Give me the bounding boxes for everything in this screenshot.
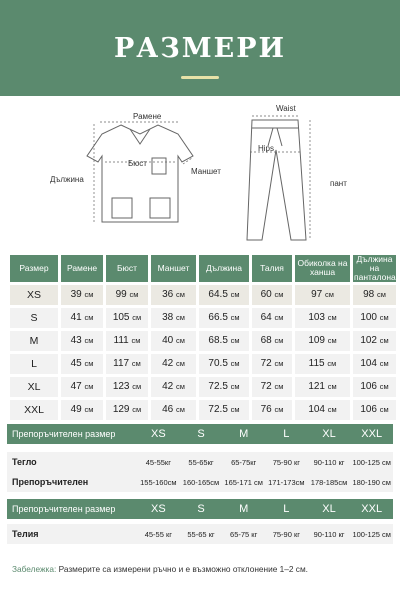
measure-cell bbox=[61, 354, 103, 374]
measure-value: 68 bbox=[260, 335, 272, 347]
measure-value: 40 bbox=[162, 335, 174, 347]
measure-cell bbox=[353, 354, 396, 374]
measure-cell bbox=[106, 285, 148, 305]
measure-value: 76 bbox=[260, 404, 272, 416]
measure-unit: см bbox=[230, 290, 240, 300]
label-length: Дължина bbox=[50, 175, 84, 184]
weight-xl: 90-110 кг bbox=[313, 457, 345, 467]
measure-cell bbox=[199, 377, 249, 397]
label-waist: Waist bbox=[276, 104, 296, 113]
measure-cell bbox=[295, 331, 350, 351]
table-row bbox=[10, 331, 396, 351]
measure-value: 68.5 bbox=[208, 335, 228, 347]
measure-cell bbox=[353, 400, 396, 420]
measure-cell bbox=[353, 331, 396, 351]
waist-xxl: 100-125 см bbox=[352, 529, 391, 539]
measure-cell bbox=[295, 400, 350, 420]
measure-cell bbox=[61, 331, 103, 351]
weight-xs: 45-55кг bbox=[145, 457, 171, 467]
pref2-size-xs: XS bbox=[150, 503, 166, 515]
measure-unit: см bbox=[230, 336, 240, 346]
measure-cell bbox=[151, 377, 196, 397]
measure-value: 45 bbox=[70, 358, 82, 370]
waist-label: Телия bbox=[12, 529, 39, 539]
measure-unit: см bbox=[327, 336, 337, 346]
measure-unit: см bbox=[274, 405, 284, 415]
size-table-header-cell: Обиколка на ханша bbox=[295, 255, 350, 282]
waist-l: 75-90 кг bbox=[272, 529, 300, 539]
measure-unit: см bbox=[132, 313, 142, 323]
footnote-label: Забележка: bbox=[12, 564, 57, 574]
measure-unit: см bbox=[230, 405, 240, 415]
measure-cell bbox=[353, 308, 396, 328]
weight-s: 55-65кг bbox=[188, 457, 214, 467]
footnote-text: Размерите са измерени ръчно и е възможно отклонение 1–2 см. bbox=[56, 564, 308, 574]
measure-unit: см bbox=[325, 290, 334, 300]
height-label: Препоръчителен bbox=[12, 477, 89, 487]
waist-s: 55-65 кг bbox=[187, 529, 215, 539]
measure-value: 38 bbox=[162, 312, 174, 324]
measure-unit: см bbox=[176, 290, 185, 300]
measure-unit: см bbox=[379, 313, 389, 323]
top-chest-pocket bbox=[152, 158, 166, 174]
measure-value: 104 bbox=[360, 358, 377, 370]
measure-unit: см bbox=[274, 382, 284, 392]
title-underline bbox=[181, 76, 219, 79]
measure-cell bbox=[252, 308, 292, 328]
pref2-size-m: M bbox=[239, 503, 249, 515]
measure-unit: см bbox=[379, 336, 389, 346]
measure-cell bbox=[252, 377, 292, 397]
height-m: 165-171 см bbox=[224, 477, 263, 487]
measure-cell bbox=[106, 400, 148, 420]
measure-unit: см bbox=[176, 313, 185, 323]
size-cell: L bbox=[10, 354, 58, 374]
measure-cell bbox=[61, 377, 103, 397]
measure-unit: см bbox=[131, 359, 141, 369]
measure-unit: см bbox=[230, 359, 240, 369]
size-table-header-cell: Размер bbox=[10, 255, 58, 282]
measure-value: 60 bbox=[260, 289, 272, 301]
measure-unit: см bbox=[230, 313, 240, 323]
measure-value: 64 bbox=[260, 312, 272, 324]
measure-unit: см bbox=[176, 359, 185, 369]
measure-cell bbox=[106, 377, 148, 397]
label-bust: Бюст bbox=[128, 159, 147, 168]
measure-value: 70.5 bbox=[208, 358, 228, 370]
measure-cell bbox=[151, 285, 196, 305]
measure-unit: см bbox=[129, 290, 139, 300]
measure-unit: см bbox=[274, 336, 284, 346]
measure-value: 105 bbox=[112, 312, 130, 324]
measure-cell bbox=[199, 331, 249, 351]
measure-value: 102 bbox=[360, 335, 377, 347]
measure-cell bbox=[61, 285, 103, 305]
measure-unit: см bbox=[176, 405, 185, 415]
weight-xxl: 100-125 см bbox=[352, 457, 391, 467]
measure-value: 106 bbox=[360, 381, 377, 393]
measure-unit: см bbox=[230, 382, 240, 392]
measure-unit: см bbox=[327, 382, 337, 392]
measure-unit: см bbox=[84, 336, 94, 346]
top-left-pocket bbox=[112, 198, 132, 218]
waist-xl: 90-110 кг bbox=[313, 529, 345, 539]
weight-row bbox=[7, 452, 393, 472]
weight-l: 75-90 кг bbox=[272, 457, 300, 467]
size-table-header-cell: Бюст bbox=[106, 255, 148, 282]
size-chart-table bbox=[7, 252, 399, 423]
pref-size-m: M bbox=[239, 428, 249, 440]
pref2-size-xl: XL bbox=[322, 503, 336, 515]
measure-cell bbox=[199, 354, 249, 374]
measure-value: 66.5 bbox=[208, 312, 228, 324]
garment-diagram bbox=[0, 100, 400, 246]
pref-size-xs: XS bbox=[150, 428, 166, 440]
table-row bbox=[10, 308, 396, 328]
size-table-header-cell: Дължина на панталона bbox=[354, 254, 396, 282]
pref2-size-l: L bbox=[283, 503, 290, 515]
measure-value: 72.5 bbox=[208, 381, 228, 393]
measure-unit: см bbox=[176, 382, 185, 392]
measure-cell bbox=[151, 308, 196, 328]
pants-outline bbox=[247, 120, 306, 240]
measure-cell bbox=[151, 400, 196, 420]
waist-m: 65-75 кг bbox=[230, 529, 258, 539]
height-l: 171-173см bbox=[268, 477, 305, 487]
top-right-pocket bbox=[150, 198, 170, 218]
measure-value: 43 bbox=[70, 335, 82, 347]
measure-cell bbox=[252, 400, 292, 420]
measure-value: 109 bbox=[308, 335, 325, 347]
measure-value: 39 bbox=[70, 289, 82, 301]
measure-cell bbox=[61, 308, 103, 328]
measure-cell bbox=[199, 308, 249, 328]
measure-unit: см bbox=[377, 290, 386, 300]
size-cell: XS bbox=[10, 285, 58, 305]
measure-cell bbox=[199, 400, 249, 420]
measure-cell bbox=[151, 331, 196, 351]
measure-cell bbox=[151, 354, 196, 374]
size-cell: XXL bbox=[10, 400, 58, 420]
weight-label: Тегло bbox=[12, 457, 37, 467]
measure-unit: см bbox=[379, 405, 389, 415]
table-row bbox=[10, 400, 396, 420]
header-banner bbox=[0, 0, 400, 96]
measure-cell bbox=[295, 308, 350, 328]
height-row bbox=[7, 472, 393, 492]
pref-size-title: Препоръчителен размер bbox=[12, 429, 116, 439]
measure-value: 104 bbox=[308, 404, 325, 416]
label-pants-length: пант bbox=[330, 179, 347, 188]
measure-value: 98 bbox=[363, 289, 375, 301]
top-outline bbox=[87, 125, 193, 222]
label-cuff: Маншет bbox=[191, 167, 221, 176]
measure-value: 36 bbox=[162, 289, 174, 301]
measure-unit: см bbox=[274, 313, 284, 323]
measure-unit: см bbox=[379, 382, 389, 392]
measure-unit: см bbox=[84, 382, 94, 392]
label-shoulders: Рамене bbox=[133, 112, 162, 121]
size-cell: S bbox=[10, 308, 58, 328]
measure-unit: см bbox=[327, 359, 337, 369]
measure-cell bbox=[106, 354, 148, 374]
measure-cell bbox=[61, 400, 103, 420]
size-table-header bbox=[10, 255, 396, 282]
waist-row bbox=[7, 524, 393, 544]
measure-unit: см bbox=[132, 382, 142, 392]
table-row bbox=[10, 354, 396, 374]
page-title: РАЗМЕРИ bbox=[113, 33, 287, 64]
measure-value: 123 bbox=[112, 381, 130, 393]
measure-value: 47 bbox=[70, 381, 82, 393]
measure-cell bbox=[106, 308, 148, 328]
measure-unit: см bbox=[84, 290, 94, 300]
measure-value: 41 bbox=[70, 312, 82, 324]
pref-size-xxl: XXL bbox=[361, 428, 383, 440]
top-neckline bbox=[130, 129, 150, 144]
pref-size-title-2: Препоръчителен размер bbox=[12, 504, 116, 514]
height-s: 160-165см bbox=[182, 477, 220, 487]
measure-value: 129 bbox=[112, 404, 130, 416]
measure-value: 72 bbox=[260, 381, 272, 393]
waist-xs: 45-55 кг bbox=[144, 529, 172, 539]
measure-value: 100 bbox=[360, 312, 377, 324]
size-table-header-cell: Талия bbox=[252, 255, 292, 282]
height-xxl: 180-190 см bbox=[352, 477, 391, 487]
pref-size-header bbox=[7, 424, 393, 444]
pref-size-s: S bbox=[197, 428, 205, 440]
pref-size-xl: XL bbox=[322, 428, 336, 440]
measure-cell bbox=[295, 354, 350, 374]
measure-unit: см bbox=[84, 359, 94, 369]
measure-unit: см bbox=[132, 405, 142, 415]
label-hips: Hips bbox=[258, 144, 275, 153]
measure-value: 99 bbox=[115, 289, 127, 301]
height-xs: 155-160см bbox=[140, 477, 177, 487]
pref2-size-xxl: XXL bbox=[361, 503, 383, 515]
measure-unit: см bbox=[327, 405, 337, 415]
measure-unit: см bbox=[274, 359, 284, 369]
footnote bbox=[12, 564, 392, 574]
measure-value: 117 bbox=[113, 358, 130, 370]
measure-value: 72 bbox=[260, 358, 272, 370]
weight-m: 65-75кг bbox=[231, 457, 257, 467]
measure-unit: см bbox=[327, 313, 337, 323]
table-row bbox=[10, 285, 396, 305]
pref2-size-s: S bbox=[197, 503, 205, 515]
pref-size-l: L bbox=[283, 428, 290, 440]
pref-size-header-2 bbox=[7, 499, 393, 519]
measure-value: 97 bbox=[311, 289, 323, 301]
measure-unit: см bbox=[131, 336, 141, 346]
measure-cell bbox=[295, 377, 350, 397]
measure-value: 64.5 bbox=[208, 289, 228, 301]
measure-cell bbox=[252, 331, 292, 351]
measure-unit: см bbox=[84, 405, 94, 415]
measure-value: 42 bbox=[162, 381, 174, 393]
measure-value: 106 bbox=[360, 404, 377, 416]
measure-unit: см bbox=[176, 336, 185, 346]
size-table-header-cell: Маншет bbox=[151, 255, 196, 282]
measure-cell bbox=[199, 285, 249, 305]
measure-cell bbox=[106, 331, 148, 351]
measure-cell bbox=[353, 377, 396, 397]
measure-value: 121 bbox=[308, 381, 325, 393]
measure-cell bbox=[353, 285, 396, 305]
measure-value: 46 bbox=[162, 404, 174, 416]
measure-value: 115 bbox=[308, 358, 325, 370]
measure-value: 103 bbox=[308, 312, 325, 324]
measure-cell bbox=[252, 354, 292, 374]
size-cell: XL bbox=[10, 377, 58, 397]
measure-cell bbox=[295, 285, 350, 305]
size-cell: M bbox=[10, 331, 58, 351]
size-table-header-cell: Дължина bbox=[199, 255, 249, 282]
table-row bbox=[10, 377, 396, 397]
measure-value: 42 bbox=[162, 358, 174, 370]
measure-unit: см bbox=[274, 290, 284, 300]
height-xl: 178-185см bbox=[310, 477, 348, 487]
measure-value: 49 bbox=[70, 404, 82, 416]
measure-unit: см bbox=[379, 359, 389, 369]
size-table-header-cell: Рамене bbox=[61, 255, 103, 282]
measure-unit: см bbox=[84, 313, 94, 323]
measure-value: 72.5 bbox=[208, 404, 228, 416]
measure-value: 111 bbox=[113, 335, 129, 347]
measure-cell bbox=[252, 285, 292, 305]
